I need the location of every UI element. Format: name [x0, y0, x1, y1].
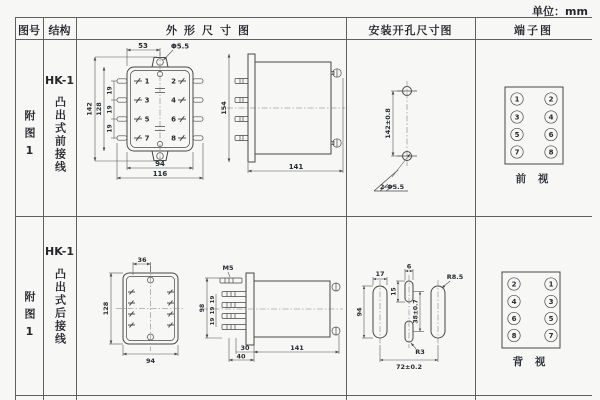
row2-terminal-cell — [475, 217, 592, 399]
front-view-label: 前 视 — [515, 173, 553, 185]
mounting-holes — [397, 81, 417, 166]
row1-mounting-drawing — [346, 40, 475, 216]
term-front-r2: 4 — [548, 113, 554, 122]
relay-side-view — [227, 54, 345, 162]
dim-98: 98 — [199, 303, 206, 313]
term-rear-r1: 1 — [548, 280, 554, 289]
term-front-r3: 6 — [548, 131, 554, 139]
term-rear-l3: 6 — [511, 315, 517, 323]
front-terminal-8: 8 — [171, 134, 176, 143]
dim-94-slot: 94 — [355, 307, 364, 317]
dim-94: 94 — [155, 160, 165, 168]
front-terminal-3: 3 — [144, 96, 150, 105]
term-rear-l4: 8 — [511, 332, 517, 340]
dim-38-07: 38±0.7 — [412, 299, 420, 324]
dim-40: 40 — [236, 352, 246, 361]
row2-mounting-cell — [346, 217, 475, 399]
row1-outline-cell — [77, 40, 346, 220]
dim-m5: M5 — [222, 264, 234, 272]
header-structure: 结构 — [48, 24, 71, 37]
mounting-slot-dimensions — [356, 263, 464, 372]
dim-142-08: 142±0.8 — [384, 108, 392, 139]
dim-pitch-1: 19 — [106, 86, 114, 95]
row2-terminal-drawing — [475, 217, 592, 395]
dim-142: 142 — [85, 102, 94, 116]
front-terminal-2: 2 — [171, 77, 176, 86]
mounting-dimensions — [374, 91, 410, 191]
row2-outline-cell — [77, 217, 346, 399]
side-view-dimensions — [220, 54, 343, 173]
dim-94-rear: 94 — [145, 357, 156, 365]
dim-53: 53 — [138, 42, 148, 50]
dim-15: 15 — [390, 287, 398, 296]
row2-outline-drawing — [77, 217, 346, 395]
term-front-l1: 1 — [514, 95, 520, 104]
row1-wiring-type: 凸出式前接线 — [53, 96, 67, 174]
front-terminal-7: 7 — [144, 134, 150, 143]
term-rear-r4: 7 — [548, 332, 554, 340]
dim-72-02: 72±0.2 — [395, 363, 423, 371]
dim-pitch-2: 19 — [106, 105, 114, 114]
front-terminal-1: 1 — [144, 77, 150, 86]
dim-pitch-r2: 19 — [210, 306, 216, 315]
dim-141-rear: 141 — [290, 344, 304, 352]
term-front-r1: 2 — [548, 95, 554, 104]
row1-mounting-cell — [346, 40, 475, 220]
term-front-l4: 7 — [514, 148, 520, 157]
dim-pitch-3: 19 — [106, 124, 114, 133]
row1-terminal-drawing — [475, 40, 592, 216]
term-rear-l1: 2 — [511, 280, 517, 289]
dim-116: 116 — [152, 170, 168, 178]
relay-front-view — [117, 52, 203, 166]
row2-model: HK-1 — [45, 245, 74, 258]
dim-pitch-r1: 19 — [210, 295, 216, 304]
dim-128-rear: 128 — [102, 301, 110, 316]
dim-30: 30 — [240, 344, 250, 352]
row1-figure-no: 附图1 — [23, 109, 36, 163]
term-front-l2: 3 — [514, 113, 520, 122]
row2-figure-no: 附图1 — [23, 290, 36, 344]
row2-structure-cell — [43, 217, 76, 395]
dim-128: 128 — [95, 102, 103, 116]
term-rear-r3: 5 — [548, 315, 554, 323]
header-terminal: 端子图 — [514, 24, 553, 37]
row1-model: HK-1 — [45, 74, 74, 87]
dim-r3: R3 — [415, 348, 425, 356]
dim-pitch-r3: 19 — [210, 317, 216, 326]
dim-6: 6 — [406, 262, 412, 271]
row1-terminal-cell — [475, 40, 592, 220]
unit-label: 单位：mm — [532, 5, 588, 18]
term-front-r4: 8 — [548, 148, 554, 157]
terminal-box-front — [505, 87, 563, 164]
dim-141: 141 — [288, 163, 304, 171]
term-rear-l2: 4 — [511, 298, 517, 306]
mounting-slots — [373, 275, 445, 348]
relay-rear-side-view — [202, 273, 343, 345]
relay-rear-view — [116, 266, 185, 351]
rear-view-label: 背 视 — [512, 356, 550, 368]
row1-figure-no-cell — [15, 40, 43, 216]
row2-figure-no-cell — [15, 217, 43, 395]
row2-mounting-drawing — [346, 217, 475, 395]
header-figure-no: 图号 — [18, 24, 40, 37]
rear-view-dimensions — [102, 256, 178, 365]
row1-outline-drawing — [77, 40, 346, 216]
row1-structure-cell — [43, 40, 76, 216]
terminal-box-rear — [502, 272, 560, 348]
term-rear-r2: 3 — [548, 298, 554, 306]
header-outline: 外形尺寸图 — [166, 24, 256, 37]
front-terminal-6: 6 — [171, 115, 176, 124]
front-terminal-4: 4 — [171, 96, 176, 105]
header-mounting: 安装开孔尺寸图 — [368, 24, 453, 37]
row2-wiring-type: 凸出式后接线 — [53, 268, 67, 346]
dim-36: 36 — [137, 256, 147, 264]
holes-label: 2-Φ5.5 — [379, 183, 405, 191]
dim-r85: R8.5 — [446, 273, 464, 281]
dim-17: 17 — [375, 270, 385, 278]
dim-phi55: Φ5.5 — [170, 42, 190, 51]
term-front-l3: 5 — [514, 131, 520, 139]
front-view-dimensions — [86, 42, 204, 180]
front-terminal-5: 5 — [144, 115, 150, 124]
dim-154: 154 — [220, 101, 228, 115]
